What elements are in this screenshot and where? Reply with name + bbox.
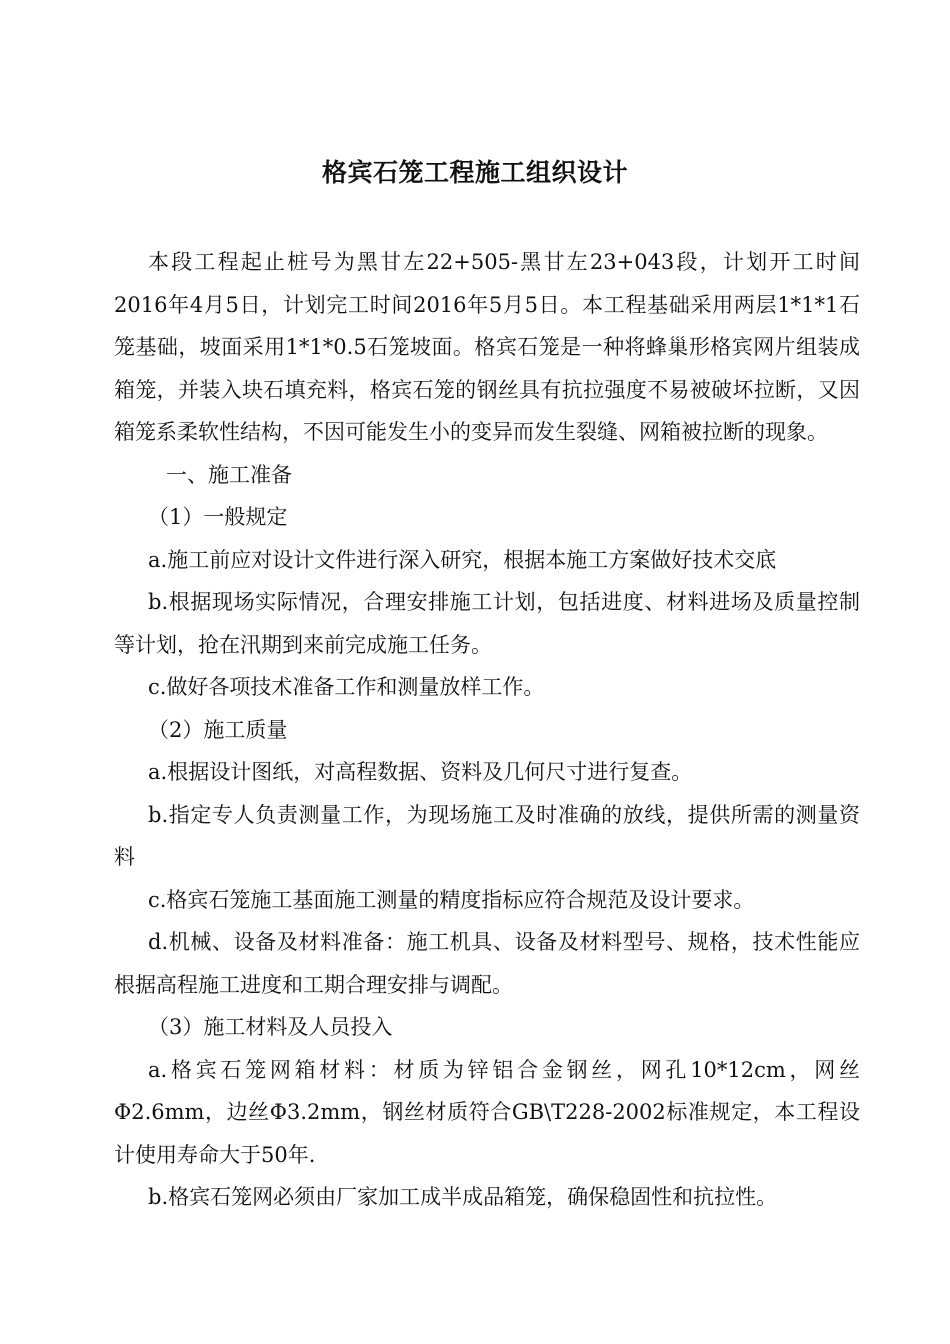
document-body — [114, 241, 860, 1219]
subsection-heading-general-rules: （1）一般规定 — [148, 505, 288, 529]
intro-paragraph: 本段工程起止桩号为黑甘左22+505-黑甘左23+043段，计划开工时间2016年4月5日，计划完工时间2016年5月5日。本工程基础采用两层1*1*1石笼基础，坡面采用1*1*0.5石笼坡面。格宾石笼是一种将蜂巢形格宾网片组装成箱笼，并装入块石填充料，格宾石笼的钢丝具有抗拉强度不易被破坏拉断，又因箱笼系柔软性结构，不因可能发生小的变异而发生裂缝、网箱被拉断的现象。 — [114, 250, 860, 444]
paragraph-item: a.施工前应对设计文件进行深入研究，根据本施工方案做好技术交底 — [148, 547, 777, 572]
paragraph-item: c.格宾石笼施工基面施工测量的精度指标应符合规范及设计要求。 — [148, 887, 755, 912]
paragraph-item: d.机械、设备及材料准备：施工机具、设备及材料型号、规格，技术性能应根据高程施工进度和工期合理安排与调配。 — [114, 930, 860, 997]
section-heading-preparation: 一、施工准备 — [166, 462, 292, 487]
paragraph-item: a.格宾石笼网箱材料：材质为锌铝合金钢丝，网孔10*12cm，网丝Φ2.6mm，边丝Φ3.2mm，钢丝材质符合GB\T228-2002标准规定，本工程设计使用寿命大于50年. — [114, 1057, 860, 1167]
document-title: 格宾石笼工程施工组织设计 — [321, 158, 628, 187]
paragraph-item: a.根据设计图纸，对高程数据、资料及几何尺寸进行复查。 — [148, 760, 693, 784]
paragraph-item: b.指定专人负责测量工作，为现场施工及时准确的放线，提供所需的测量资料 — [114, 802, 860, 869]
paragraph-item: c.做好各项技术准备工作和测量放样工作。 — [148, 675, 545, 699]
paragraph-item: b.根据现场实际情况，合理安排施工计划，包括进度、材料进场及质量控制等计划，抢在汛期到来前完成施工任务。 — [114, 590, 860, 657]
subsection-heading-quality: （2）施工质量 — [148, 717, 288, 742]
paragraph-item: b.格宾石笼网必须由厂家加工成半成品箱笼，确保稳固性和抗拉性。 — [148, 1185, 778, 1209]
subsection-heading-materials: （3）施工材料及人员投入 — [148, 1015, 393, 1039]
